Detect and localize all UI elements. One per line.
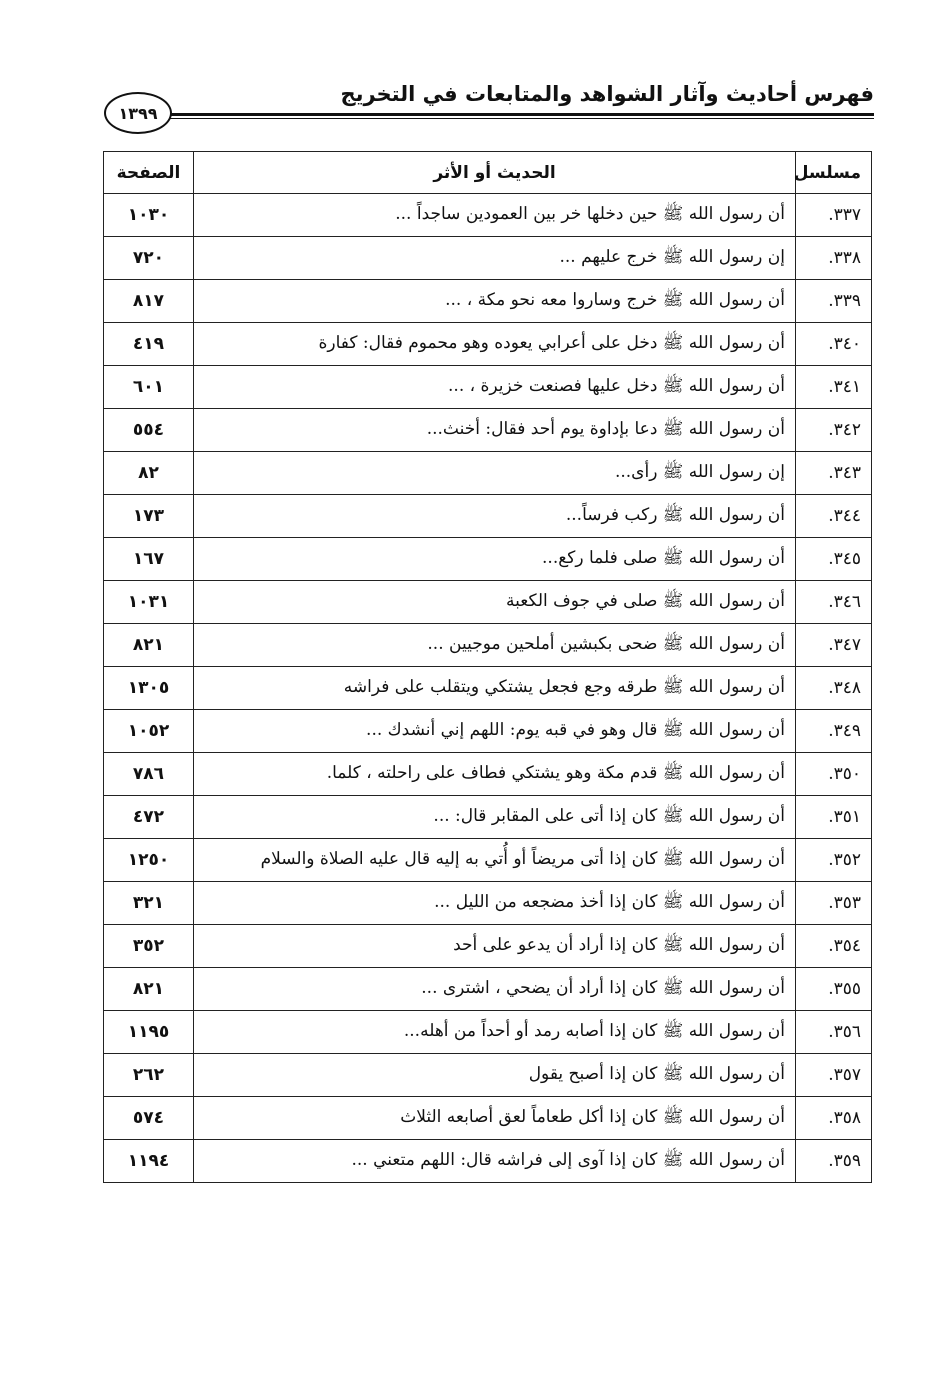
table-row <box>104 323 872 366</box>
text-cell: أن رسول الله ﷺ كان إذا آوى إلى فراشه قال: اللهم متعني ... <box>194 1140 796 1183</box>
page-cell: ٥٥٤ <box>104 409 194 452</box>
page-cell: ٨٢١ <box>104 624 194 667</box>
serial-cell: ٣٤٧. <box>796 624 872 667</box>
table-row <box>104 796 872 839</box>
page-cell: ٤١٩ <box>104 323 194 366</box>
table-row <box>104 624 872 667</box>
page-cell: ١١٩٤ <box>104 1140 194 1183</box>
serial-cell: ٣٣٧. <box>796 194 872 237</box>
column-header-text: الحديث أو الأثر <box>194 152 796 194</box>
serial-cell: ٣٤٢. <box>796 409 872 452</box>
text-cell: أن رسول الله ﷺ دخل على أعرابي يعوده وهو محموم فقال: كفارة <box>194 323 796 366</box>
table-row <box>104 753 872 796</box>
serial-cell: ٣٥٢. <box>796 839 872 882</box>
text-cell: إن رسول الله ﷺ رأى... <box>194 452 796 495</box>
text-cell: أن رسول الله ﷺ قال وهو في قبه يوم: اللهم إني أنشدك ... <box>194 710 796 753</box>
text-cell: أن رسول الله ﷺ كان إذا أكل طعاماً لعق أصابعه الثلاث <box>194 1097 796 1140</box>
table-row <box>104 581 872 624</box>
text-cell: أن رسول الله ﷺ خرج وساروا معه نحو مكة ، ... <box>194 280 796 323</box>
table-row <box>104 194 872 237</box>
serial-cell: ٣٣٨. <box>796 237 872 280</box>
table-row <box>104 1054 872 1097</box>
page-cell: ٧٢٠ <box>104 237 194 280</box>
text-cell: أن رسول الله ﷺ دخل عليها فصنعت خزيرة ، ... <box>194 366 796 409</box>
serial-cell: ٣٥٦. <box>796 1011 872 1054</box>
table-row <box>104 667 872 710</box>
text-cell: أن رسول الله ﷺ كان إذا أصابه رمد أو أحداً من أهله... <box>194 1011 796 1054</box>
text-cell: أن رسول الله ﷺ دعا بإداوة يوم أحد فقال: أخنث... <box>194 409 796 452</box>
page-cell: ٣٢١ <box>104 882 194 925</box>
table-row <box>104 366 872 409</box>
table-header-row <box>104 152 872 194</box>
text-cell: أن رسول الله ﷺ صلى في جوف الكعبة <box>194 581 796 624</box>
text-cell: أن رسول الله ﷺ ضحى بكبشين أملحين موجيين ... <box>194 624 796 667</box>
serial-cell: ٣٥٣. <box>796 882 872 925</box>
serial-cell: ٣٣٩. <box>796 280 872 323</box>
text-cell: أن رسول الله ﷺ حين دخلها خر بين العمودين ساجداً ... <box>194 194 796 237</box>
serial-cell: ٣٥١. <box>796 796 872 839</box>
text-cell: أن رسول الله ﷺ قدم مكة وهو يشتكي فطاف على راحلته ، كلما. <box>194 753 796 796</box>
serial-cell: ٣٤٣. <box>796 452 872 495</box>
table-row <box>104 1140 872 1183</box>
serial-cell: ٣٥٠. <box>796 753 872 796</box>
page-cell: ٥٧٤ <box>104 1097 194 1140</box>
text-cell: أن رسول الله ﷺ كان إذا أراد أن يدعو على أحد <box>194 925 796 968</box>
page-header <box>98 70 874 130</box>
serial-cell: ٣٥٤. <box>796 925 872 968</box>
column-header-serial: مسلسل <box>796 152 872 194</box>
table-row <box>104 1011 872 1054</box>
serial-cell: ٣٤١. <box>796 366 872 409</box>
header-rule-thin <box>166 118 874 119</box>
table-row <box>104 495 872 538</box>
page-cell: ٨٢ <box>104 452 194 495</box>
text-cell: أن رسول الله ﷺ طرقه وجع فجعل يشتكي ويتقلب على فراشه <box>194 667 796 710</box>
page-cell: ٦٠١ <box>104 366 194 409</box>
text-cell: أن رسول الله ﷺ كان إذا أتى على المقابر قال: ... <box>194 796 796 839</box>
serial-cell: ٣٤٨. <box>796 667 872 710</box>
table-row <box>104 925 872 968</box>
serial-cell: ٣٥٧. <box>796 1054 872 1097</box>
table-row <box>104 409 872 452</box>
table-row <box>104 538 872 581</box>
table-row <box>104 280 872 323</box>
text-cell: أن رسول الله ﷺ كان إذا أخذ مضجعه من الليل ... <box>194 882 796 925</box>
serial-cell: ٣٥٥. <box>796 968 872 1011</box>
page-cell: ١٠٣٠ <box>104 194 194 237</box>
page-cell: ٨١٧ <box>104 280 194 323</box>
text-cell: إن رسول الله ﷺ خرج عليهم ... <box>194 237 796 280</box>
page-cell: ٨٢١ <box>104 968 194 1011</box>
page-cell: ٢٦٢ <box>104 1054 194 1097</box>
page-number-badge: ١٣٩٩ <box>104 92 172 134</box>
page-cell: ١٣٠٥ <box>104 667 194 710</box>
serial-cell: ٣٥٩. <box>796 1140 872 1183</box>
serial-cell: ٣٤٤. <box>796 495 872 538</box>
table-row <box>104 452 872 495</box>
text-cell: أن رسول الله ﷺ صلى فلما ركع... <box>194 538 796 581</box>
table-row <box>104 839 872 882</box>
column-header-page: الصفحة <box>104 152 194 194</box>
header-rule <box>166 113 874 116</box>
page-cell: ١٦٧ <box>104 538 194 581</box>
text-cell: أن رسول الله ﷺ كان إذا أصبح يقول <box>194 1054 796 1097</box>
hadith-index-table <box>103 151 872 1183</box>
page-cell: ١٠٥٢ <box>104 710 194 753</box>
text-cell: أن رسول الله ﷺ كان إذا أتى مريضاً أو أُتي به إليه قال عليه الصلاة والسلام <box>194 839 796 882</box>
running-title: فهرس أحاديث وآثار الشواهد والمتابعات في التخريج <box>340 82 874 106</box>
serial-cell: ٣٤٠. <box>796 323 872 366</box>
page-cell: ١٧٣ <box>104 495 194 538</box>
text-cell: أن رسول الله ﷺ ركب فرساً... <box>194 495 796 538</box>
table-row <box>104 968 872 1011</box>
table-row <box>104 237 872 280</box>
page-cell: ٧٨٦ <box>104 753 194 796</box>
serial-cell: ٣٤٥. <box>796 538 872 581</box>
page-cell: ١٢٥٠ <box>104 839 194 882</box>
table-row <box>104 1097 872 1140</box>
table-row <box>104 710 872 753</box>
table-row <box>104 882 872 925</box>
serial-cell: ٣٤٦. <box>796 581 872 624</box>
text-cell: أن رسول الله ﷺ كان إذا أراد أن يضحي ، اشترى ... <box>194 968 796 1011</box>
table-body <box>104 194 872 1183</box>
serial-cell: ٣٥٨. <box>796 1097 872 1140</box>
page-cell: ١٠٣١ <box>104 581 194 624</box>
page-cell: ٣٥٢ <box>104 925 194 968</box>
serial-cell: ٣٤٩. <box>796 710 872 753</box>
page-cell: ١١٩٥ <box>104 1011 194 1054</box>
page-cell: ٤٧٢ <box>104 796 194 839</box>
